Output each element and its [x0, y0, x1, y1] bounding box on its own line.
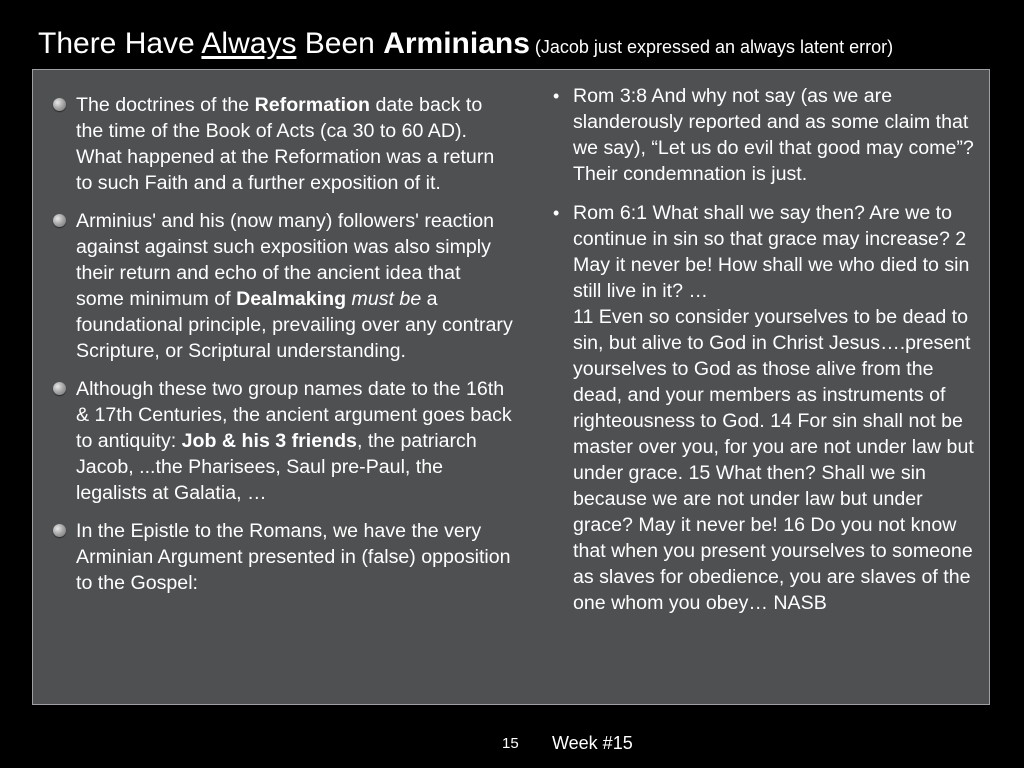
bullet-text: The doctrines of the [76, 94, 255, 116]
bullet-text: Arminius' and his (now many) followers' reaction against against such exposition was also simply their return and echo of the ancient idea that some minimum of [76, 210, 495, 310]
scripture-text: Rom 6:1 What shall we say then? Are we to continue in sin so that grace may increase? 2 May it never be! How shall we who died to sin still live in it? … [573, 202, 970, 302]
left-bullet-item [53, 208, 513, 364]
left-bullet-item [53, 92, 513, 196]
bullet-text: Although these two group names date to the 16th & 17th Centuries, the ancient argument goes back to antiquity: [76, 378, 512, 452]
bullet-bold-text: Reformation [254, 94, 371, 116]
slide-title [38, 24, 1008, 67]
bullet-ball-icon [53, 524, 66, 537]
bullet-ball-icon [53, 214, 66, 227]
content-panel [32, 69, 990, 705]
left-bullet-item [53, 376, 513, 506]
title-part-2: Been [296, 27, 384, 60]
bullet-text: In the Epistle to the Romans, we have the very Arminian Argument presented in (false) opposition to the Gospel: [76, 520, 511, 594]
bullet-dot-icon: • [553, 203, 560, 223]
title-subtitle: (Jacob just expressed an always latent error) [529, 37, 894, 57]
right-bullet-item [551, 83, 983, 187]
right-column [551, 83, 983, 629]
bullet-ball-icon [53, 382, 66, 395]
scripture-text: Rom 3:8 And why not say (as we are slanderously reported and as some claim that we say), “Let us do evil that good may come”? Their condemnation is just. [573, 85, 974, 185]
bullet-bold-text: Job & his 3 friends [181, 430, 357, 452]
title-underlined-word: Always [201, 27, 297, 60]
right-bullet-item [551, 200, 983, 616]
scripture-text-continued: 11 Even so consider yourselves to be dead to sin, but alive to God in Christ Jesus….present yourselves to God as those alive from the dead, and your members as instruments of righteousness to God. 14 For sin shall not be master over you, for you are not under law but under grace. 15 What then? Shall we sin because we are not under law but under grace? May it never be! 16 Do you not know that when you present yourselves to someone as slaves for obedience, you are slaves of the one whom you obey… NASB [573, 306, 974, 614]
bullet-text: date back to the time of the Book of Acts (ca 30 to 60 AD). What happened at the Reformation was a return to such Faith and a further exposition of it. [76, 94, 495, 194]
slide-number: 15 [502, 735, 519, 752]
bullet-bold-text: Dealmaking [236, 288, 347, 310]
left-column [53, 92, 513, 608]
title-bold-word: Arminians [383, 27, 530, 60]
bullet-dot-icon: • [553, 86, 560, 106]
week-label: Week #15 [552, 733, 633, 753]
title-part-1: There Have [38, 27, 202, 60]
bullet-italic-text: must be [351, 288, 422, 310]
bullet-text: a foundational principle, prevailing over any contrary Scripture, or Scriptural understanding. [76, 288, 513, 362]
bullet-ball-icon [53, 98, 66, 111]
bullet-text: , the patriarch Jacob, ...the Pharisees, Saul pre-Paul, the legalists at Galatia, … [76, 430, 477, 504]
left-bullet-item [53, 518, 513, 596]
